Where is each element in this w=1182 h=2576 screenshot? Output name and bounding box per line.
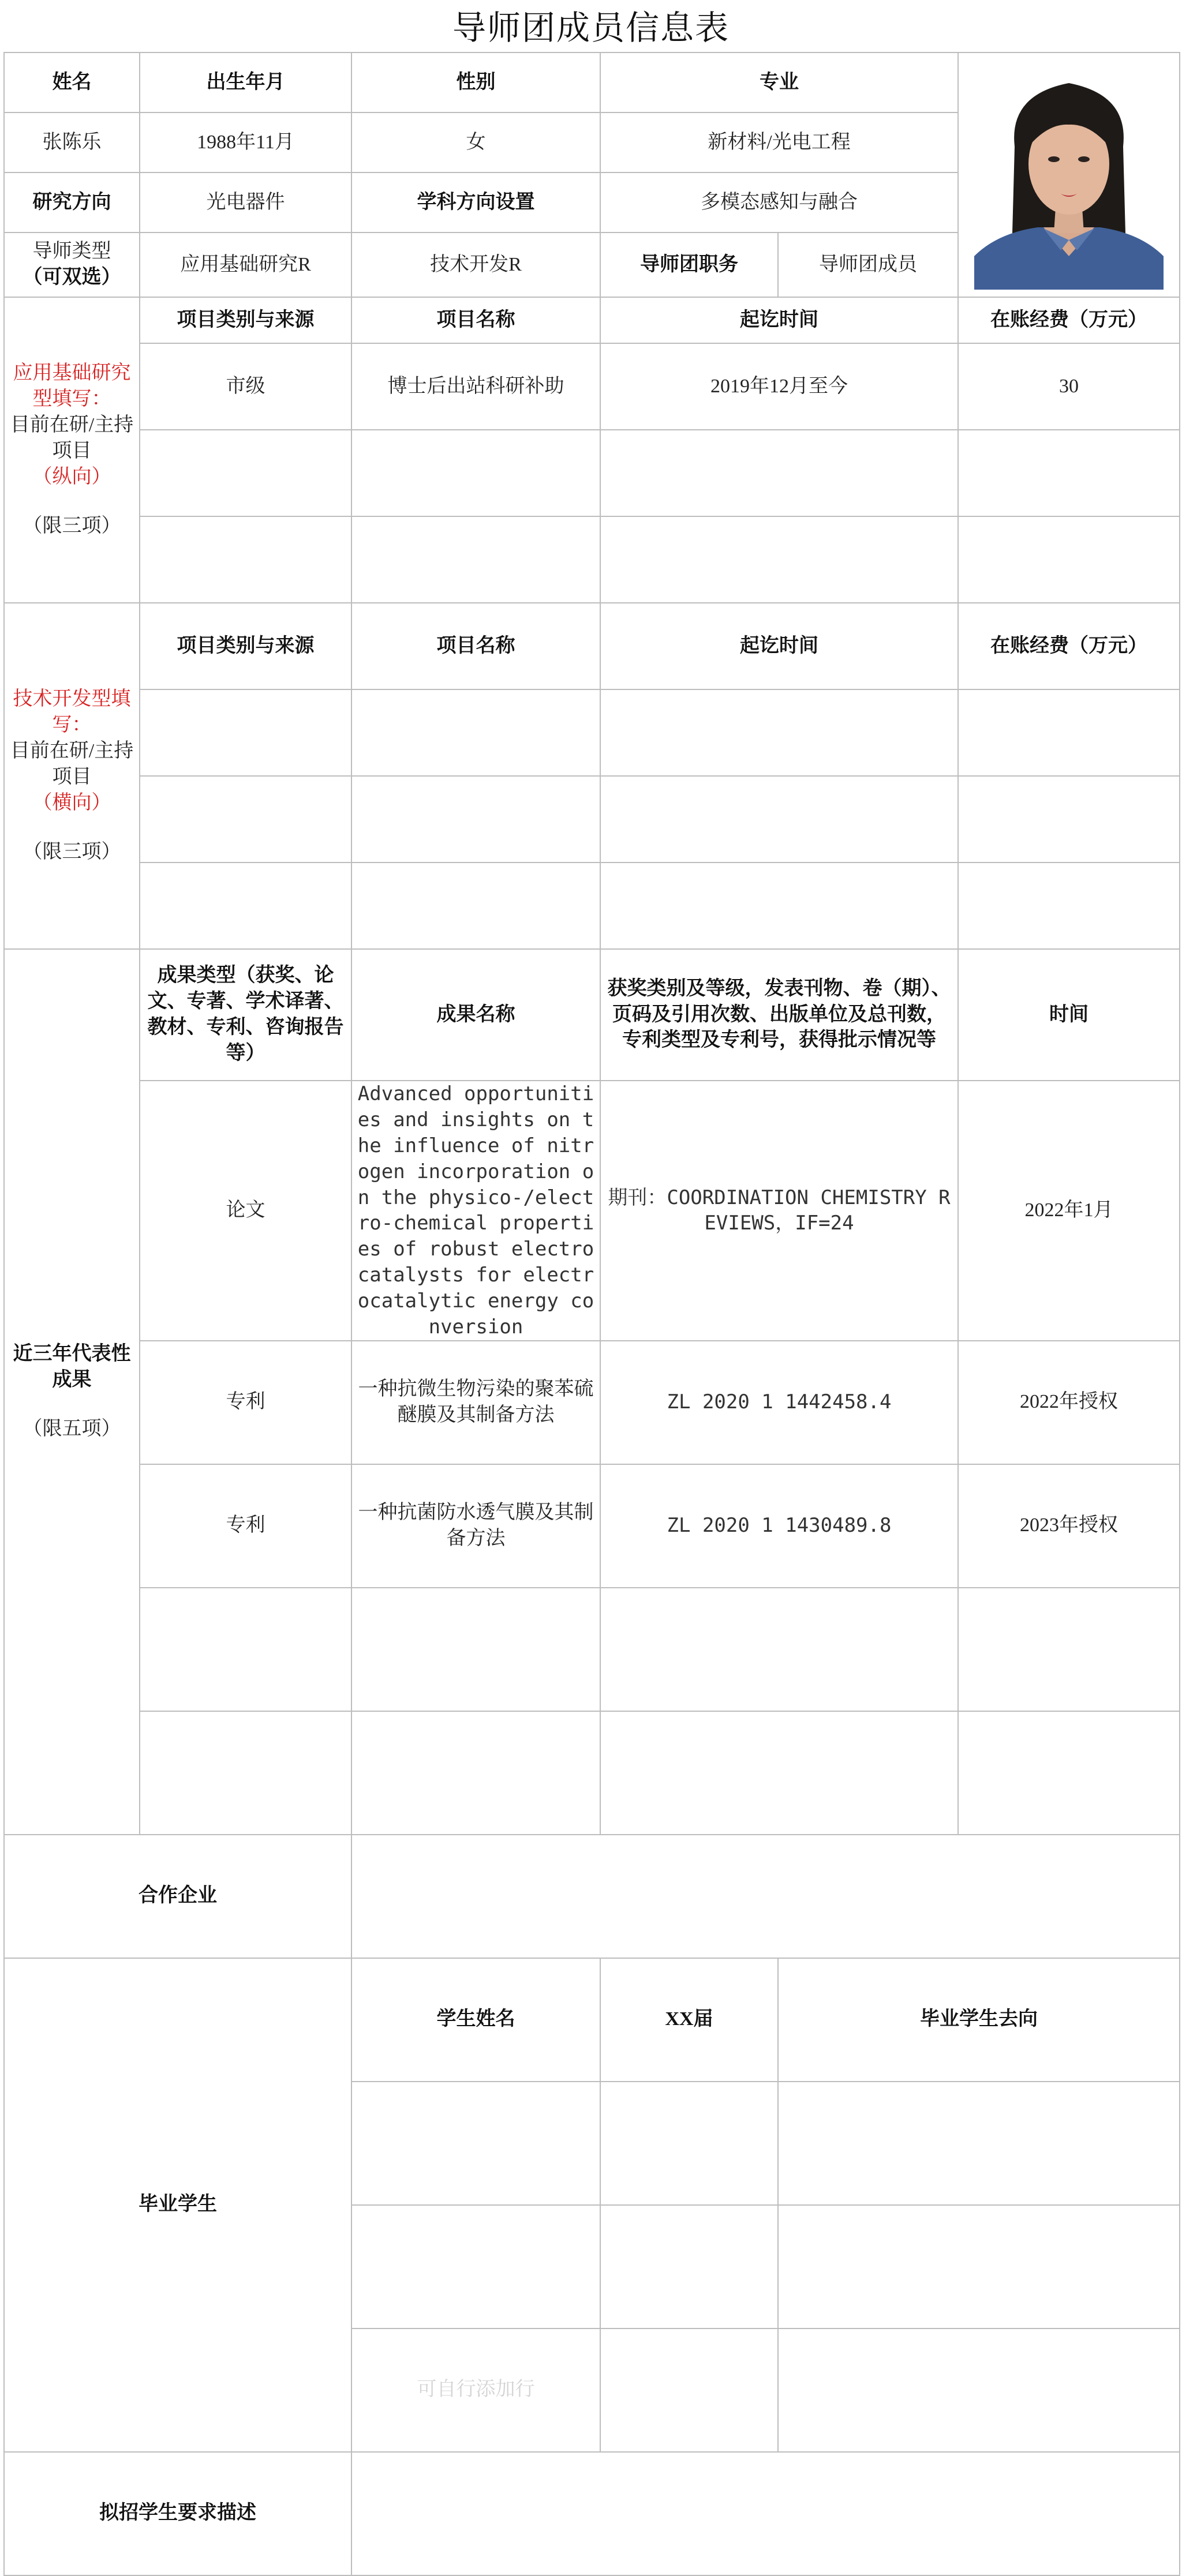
table-cell[interactable] [351, 2205, 600, 2328]
basic-projects-label-red: 应用基础研究型填写： [13, 362, 131, 410]
table-cell[interactable] [351, 689, 600, 776]
tech-projects-label [4, 603, 140, 949]
table-cell[interactable] [778, 2082, 1180, 2205]
table-cell[interactable] [600, 430, 958, 516]
table-cell[interactable] [778, 2328, 1180, 2452]
header-destination: 毕业学生去向 [778, 1958, 1180, 2082]
table-cell[interactable] [778, 2205, 1180, 2328]
table-row [4, 863, 1180, 949]
gender-value: 女 [351, 113, 600, 173]
table-row [4, 1588, 1180, 1711]
table-cell: 博士后出站科研补助 [351, 343, 600, 430]
header-student-name: 学生姓名 [351, 1958, 600, 2082]
name-value: 张陈乐 [4, 113, 140, 173]
table-row [4, 1464, 1180, 1588]
table-cell[interactable] [351, 516, 600, 603]
tutor-type-note: （可双选） [23, 267, 121, 288]
basic-projects-label-mid: 目前在研/主持项目 [10, 414, 134, 462]
table-cell[interactable] [351, 1588, 600, 1711]
table-cell: 30 [958, 343, 1180, 430]
table-cell[interactable] [600, 2082, 778, 2205]
partner-value[interactable] [351, 1835, 1180, 1958]
header-achievement-type: 成果类型（获奖、论文、专著、学术译著、教材、专利、咨询报告等） [140, 949, 351, 1081]
basic-projects-limit: （限三项） [23, 515, 121, 537]
basic-row-labels [4, 53, 1180, 113]
tutor-type-label-cell [4, 233, 140, 297]
requirements-value[interactable] [351, 2452, 1180, 2575]
table-cell[interactable] [140, 689, 351, 776]
type-tech-option[interactable]: 技术开发R [351, 233, 600, 297]
header-category: 项目类别与来源 [140, 297, 351, 343]
table-cell[interactable] [958, 1588, 1180, 1711]
partner-label: 合作企业 [4, 1835, 351, 1958]
table-cell: 一种抗微生物污染的聚苯硫醚膜及其制备方法 [351, 1341, 600, 1464]
table-cell[interactable] [600, 863, 958, 949]
tech-projects-limit: （限三项） [23, 841, 121, 863]
table-row [4, 776, 1180, 863]
research-value: 光电器件 [140, 173, 351, 233]
name-label: 姓名 [4, 53, 140, 113]
major-label: 专业 [600, 53, 958, 113]
table-row [4, 1711, 1180, 1835]
table-cell: 论文 [140, 1081, 351, 1341]
add-row-hint[interactable]: 可自行添加行 [351, 2328, 600, 2452]
table-cell: 期刊：COORDINATION CHEMISTRY REVIEWS，IF=24 [600, 1081, 958, 1341]
basic-projects-label [4, 297, 140, 603]
table-cell[interactable] [600, 776, 958, 863]
table-cell[interactable] [958, 1711, 1180, 1835]
type-basic-option[interactable]: 应用基础研究R [140, 233, 351, 297]
research-label: 研究方向 [4, 173, 140, 233]
table-cell: 2019年12月至今 [600, 343, 958, 430]
tech-projects-label-red: 技术开发型填写： [13, 688, 131, 736]
tech-projects-header [4, 603, 1180, 689]
table-cell[interactable] [140, 776, 351, 863]
table-cell: 2023年授权 [958, 1464, 1180, 1588]
header-category: 项目类别与来源 [140, 603, 351, 689]
table-cell[interactable] [600, 2205, 778, 2328]
header-project-name: 项目名称 [351, 297, 600, 343]
table-row [4, 516, 1180, 603]
table-cell[interactable] [958, 430, 1180, 516]
table-cell[interactable] [958, 863, 1180, 949]
table-row [4, 1081, 1180, 1341]
team-role-label: 导师团职务 [600, 233, 778, 297]
header-funding: 在账经费（万元） [958, 297, 1180, 343]
table-cell: 2022年授权 [958, 1341, 1180, 1464]
header-achievement-name: 成果名称 [351, 949, 600, 1081]
graduates-label: 毕业学生 [4, 1958, 351, 2452]
table-cell: 专利 [140, 1464, 351, 1588]
major-value: 新材料/光电工程 [600, 113, 958, 173]
header-period: 起讫时间 [600, 603, 958, 689]
basic-projects-label-vertical: （纵向） [32, 466, 111, 488]
portrait-image [974, 60, 1164, 290]
table-cell[interactable] [351, 430, 600, 516]
achievements-limit: （限五项） [23, 1418, 121, 1439]
table-cell: 市级 [140, 343, 351, 430]
header-period: 起讫时间 [600, 297, 958, 343]
table-cell: Advanced opportunities and insights on the influence of nitrogen incorporation on the physico-/electro-chemical properties of robust electrocatalysts for electrocatalytic energy conversion [351, 1081, 600, 1341]
discipline-value: 多模态感知与融合 [600, 173, 958, 233]
table-cell: 2022年1月 [958, 1081, 1180, 1341]
table-cell[interactable] [351, 1711, 600, 1835]
table-cell[interactable] [140, 430, 351, 516]
table-cell[interactable] [600, 516, 958, 603]
tech-projects-label-mid: 目前在研/主持项目 [10, 740, 134, 788]
table-cell[interactable] [351, 776, 600, 863]
partner-row [4, 1835, 1180, 1958]
table-cell[interactable] [600, 2328, 778, 2452]
table-cell[interactable] [140, 516, 351, 603]
table-cell[interactable] [140, 863, 351, 949]
info-table [3, 52, 1180, 2576]
table-row [4, 430, 1180, 516]
table-cell: 一种抗菌防水透气膜及其制备方法 [351, 1464, 600, 1588]
tutor-type-label: 导师类型 [32, 241, 111, 263]
gender-label: 性别 [351, 53, 600, 113]
table-cell[interactable] [600, 689, 958, 776]
achievements-label [4, 949, 140, 1835]
requirements-label: 拟招学生要求描述 [4, 2452, 351, 2575]
table-cell[interactable] [958, 689, 1180, 776]
page-title: 导师团成员信息表 [452, 8, 730, 47]
table-cell: ZL 2020 1 1442458.4 [600, 1341, 958, 1464]
achievements-label-text: 近三年代表性成果 [13, 1343, 131, 1390]
header-funding: 在账经费（万元） [958, 603, 1180, 689]
table-cell[interactable] [958, 776, 1180, 863]
basic-projects-header [4, 297, 1180, 343]
discipline-label: 学科方向设置 [351, 173, 600, 233]
header-class-year: XX届 [600, 1958, 778, 2082]
table-cell: ZL 2020 1 1430489.8 [600, 1464, 958, 1588]
header-achievement-detail: 获奖类别及等级，发表刊物、卷（期）、页码及引用次数、出版单位及总刊数，专利类型及专利号，获得批示情况等 [600, 949, 958, 1081]
table-cell[interactable] [351, 2082, 600, 2205]
header-achievement-time: 时间 [958, 949, 1180, 1081]
table-row [4, 343, 1180, 430]
table-cell: 专利 [140, 1341, 351, 1464]
table-row [4, 1341, 1180, 1464]
team-role-value: 导师团成员 [778, 233, 958, 297]
table-cell[interactable] [958, 516, 1180, 603]
table-cell[interactable] [600, 1711, 958, 1835]
table-cell[interactable] [140, 1711, 351, 1835]
table-row [4, 689, 1180, 776]
profile-photo [958, 53, 1180, 297]
birth-value: 1988年11月 [140, 113, 351, 173]
birth-label: 出生年月 [140, 53, 351, 113]
requirements-row [4, 2452, 1180, 2575]
table-cell[interactable] [351, 863, 600, 949]
header-project-name: 项目名称 [351, 603, 600, 689]
tech-projects-label-horizontal: （横向） [32, 792, 111, 813]
table-cell[interactable] [140, 1588, 351, 1711]
table-cell[interactable] [600, 1588, 958, 1711]
graduates-header [4, 1958, 1180, 2082]
achievements-header [4, 949, 1180, 1081]
